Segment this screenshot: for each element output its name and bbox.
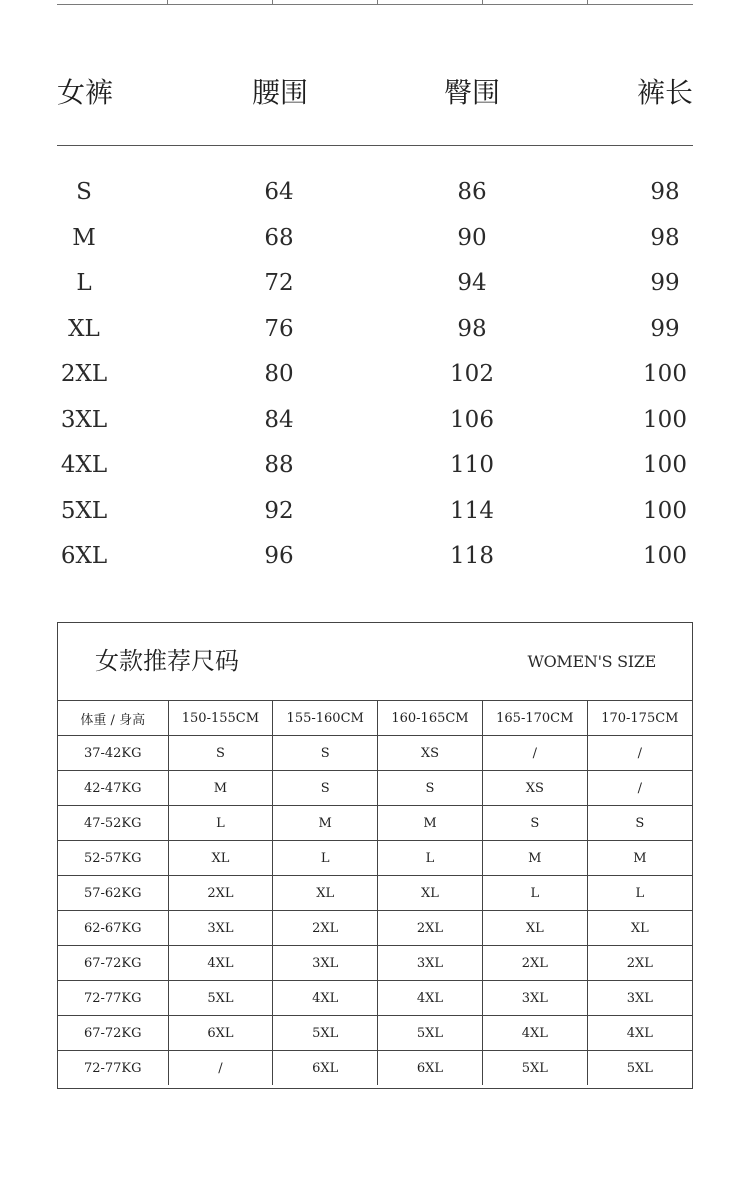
- size-cell: 2XL: [482, 946, 587, 981]
- weight-cell: 47-52KG: [58, 806, 168, 841]
- weight-cell: 42-47KG: [58, 771, 168, 806]
- weight-cell: 67-72KG: [58, 1016, 168, 1051]
- measurement-row: [57, 398, 693, 444]
- weight-height-header: 体重 / 身高: [58, 701, 168, 736]
- length-cell: 100: [643, 406, 687, 433]
- length-cell: 100: [643, 497, 687, 524]
- table-row: [58, 1016, 692, 1051]
- measurement-row: [57, 216, 693, 262]
- size-cell: 5XL: [60, 497, 108, 524]
- hip-cell: 118: [450, 543, 494, 569]
- size-cell: XL: [168, 841, 273, 876]
- size-cell: 5XL: [273, 1016, 378, 1051]
- table-row: [58, 736, 692, 771]
- hip-cell: 114: [450, 497, 494, 524]
- size-cell: M: [72, 224, 96, 251]
- size-cell: L: [378, 841, 483, 876]
- height-column-header: 160-165CM: [378, 701, 483, 736]
- size-cell: S: [168, 736, 273, 771]
- height-column-header: 170-175CM: [587, 701, 692, 736]
- size-cell: XL: [68, 315, 100, 342]
- waist-cell: 84: [264, 406, 294, 433]
- table-row: [58, 911, 692, 946]
- size-cell: 4XL: [168, 946, 273, 981]
- size-cell: 3XL: [378, 946, 483, 981]
- weight-cell: 37-42KG: [58, 736, 168, 771]
- recommendation-title-cn: 女款推荐尺码: [95, 647, 239, 675]
- waist-cell: 64: [264, 179, 294, 205]
- size-cell: 6XL: [60, 543, 108, 569]
- measurement-table: [57, 170, 693, 580]
- size-cell: S: [587, 806, 692, 841]
- size-cell: 3XL: [587, 981, 692, 1016]
- divider-tick: [482, 0, 483, 4]
- size-cell: S: [273, 736, 378, 771]
- size-cell: M: [482, 841, 587, 876]
- hip-cell: 90: [457, 224, 487, 251]
- size-cell: S: [378, 771, 483, 806]
- size-cell: L: [273, 841, 378, 876]
- size-recommendation-box: [57, 622, 693, 1089]
- size-cell: 5XL: [626, 1060, 653, 1076]
- waist-cell: 92: [264, 497, 294, 524]
- size-cell: 6XL: [378, 1051, 483, 1086]
- divider-tick: [377, 0, 378, 4]
- length-cell: 100: [643, 361, 687, 387]
- length-cell: 100: [643, 452, 687, 478]
- height-column-header: 150-155CM: [168, 701, 273, 736]
- table-row: [58, 771, 692, 806]
- measurement-divider: [57, 145, 693, 146]
- table-row: [58, 946, 692, 981]
- size-cell: 3XL: [273, 946, 378, 981]
- size-cell: 4XL: [273, 981, 378, 1016]
- size-cell: /: [168, 1051, 273, 1086]
- recommendation-title-en: WOMEN'S SIZE: [527, 652, 656, 671]
- size-cell: /: [482, 736, 587, 771]
- hip-cell: 102: [450, 361, 494, 387]
- hip-cell: 110: [450, 452, 494, 478]
- length-cell: 98: [650, 179, 680, 205]
- size-cell: 2XL: [168, 876, 273, 911]
- waist-cell: 68: [264, 224, 294, 251]
- size-cell: M: [168, 771, 273, 806]
- size-cell: XL: [273, 876, 378, 911]
- divider-tick: [272, 0, 273, 4]
- size-cell: 6XL: [168, 1016, 273, 1051]
- divider-tick: [587, 0, 588, 4]
- hip-cell: 94: [457, 270, 487, 296]
- size-cell: /: [587, 771, 692, 806]
- size-cell: 4XL: [587, 1016, 692, 1051]
- measurement-row: [57, 489, 693, 535]
- size-cell: L: [76, 270, 92, 296]
- size-cell: 2XL: [587, 946, 692, 981]
- hip-cell: 98: [457, 315, 487, 342]
- size-cell: 2XL: [60, 361, 108, 387]
- size-cell: S: [273, 771, 378, 806]
- weight-cell: 57-62KG: [58, 876, 168, 911]
- measurement-row: [57, 534, 693, 580]
- height-column-header: 165-170CM: [482, 701, 587, 736]
- size-cell: 3XL: [482, 981, 587, 1016]
- size-cell: M: [273, 806, 378, 841]
- size-cell: 5XL: [482, 1051, 587, 1086]
- size-cell: L: [482, 876, 587, 911]
- table-row: [58, 876, 692, 911]
- size-cell: L: [168, 806, 273, 841]
- size-cell: 2XL: [378, 911, 483, 946]
- length-cell: 99: [650, 315, 680, 342]
- measurement-row: [57, 307, 693, 353]
- waist-cell: 72: [264, 270, 294, 296]
- length-cell: 100: [643, 543, 687, 569]
- weight-cell: 72-77KG: [58, 1051, 168, 1086]
- length-cell: 98: [650, 224, 680, 251]
- size-cell: 6XL: [273, 1051, 378, 1086]
- weight-cell: 52-57KG: [58, 841, 168, 876]
- length-cell: 99: [650, 270, 680, 296]
- recommendation-table: [58, 701, 692, 1085]
- size-cell: S: [482, 806, 587, 841]
- table-row: [58, 981, 692, 1016]
- size-cell: 3XL: [168, 911, 273, 946]
- recommendation-header: [58, 623, 692, 701]
- weight-cell: 62-67KG: [58, 911, 168, 946]
- size-cell: 5XL: [168, 981, 273, 1016]
- size-cell: L: [587, 876, 692, 911]
- header-hip: 臀围: [443, 76, 501, 109]
- header-length: 裤长: [636, 76, 693, 109]
- size-cell: 5XL: [378, 1016, 483, 1051]
- size-cell: XL: [587, 911, 692, 946]
- weight-cell: 67-72KG: [58, 946, 168, 981]
- size-cell: S: [76, 179, 92, 205]
- measurement-row: [57, 170, 693, 216]
- measurement-row: [57, 261, 693, 307]
- measurement-header: [57, 70, 693, 116]
- size-cell: M: [587, 841, 692, 876]
- size-cell: 4XL: [482, 1016, 587, 1051]
- height-column-header: 155-160CM: [273, 701, 378, 736]
- size-cell: XS: [378, 736, 483, 771]
- header-pants: 女裤: [57, 76, 114, 109]
- size-cell: XL: [482, 911, 587, 946]
- size-cell: XS: [482, 771, 587, 806]
- size-cell: XL: [378, 876, 483, 911]
- size-cell: 4XL: [60, 452, 108, 478]
- waist-cell: 80: [264, 361, 294, 387]
- size-cell: 3XL: [60, 406, 108, 433]
- top-divider: [57, 0, 693, 5]
- header-waist: 腰围: [251, 76, 309, 109]
- table-row: [58, 841, 692, 876]
- hip-cell: 86: [457, 179, 487, 205]
- weight-cell: 72-77KG: [58, 981, 168, 1016]
- waist-cell: 96: [264, 543, 294, 569]
- measurement-row: [57, 443, 693, 489]
- table-row: [58, 1051, 692, 1086]
- size-cell: 2XL: [273, 911, 378, 946]
- table-header-row: [58, 701, 692, 736]
- waist-cell: 88: [264, 452, 294, 478]
- divider-tick: [167, 0, 168, 4]
- hip-cell: 106: [450, 406, 494, 433]
- waist-cell: 76: [264, 315, 294, 342]
- size-cell: /: [587, 736, 692, 771]
- table-row: [58, 806, 692, 841]
- measurement-row: [57, 352, 693, 398]
- size-cell: M: [378, 806, 483, 841]
- size-cell: 4XL: [378, 981, 483, 1016]
